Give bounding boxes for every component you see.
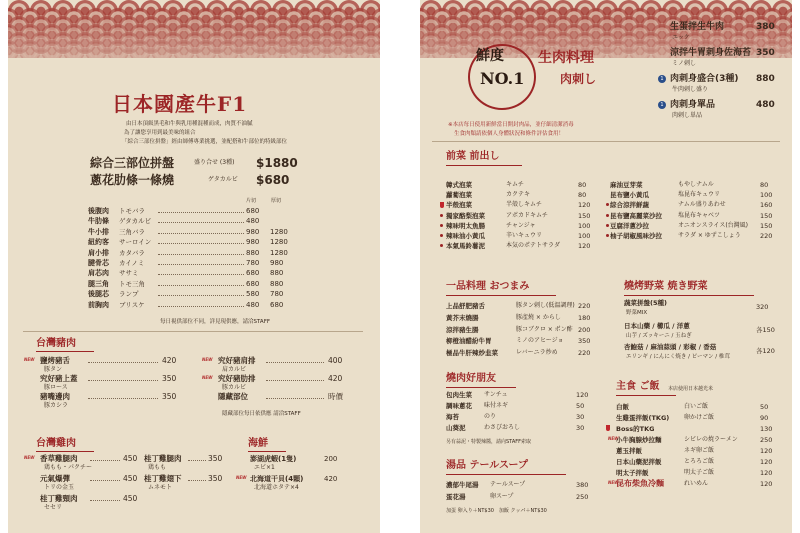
rice-item-price: 250: [760, 436, 773, 444]
beef-price-thick: 880: [270, 279, 284, 288]
rice-item-name: 昆布柴魚冷麵: [616, 479, 664, 488]
starter-name: 蘿蔔泡菜: [446, 191, 472, 200]
snack-jp: 豚タン刺し(低溫調理): [516, 302, 575, 309]
beef-cut-name: 後腹肉: [88, 207, 109, 215]
rice-item-name: 小牛胸腺炒拉麵: [616, 436, 662, 444]
rice-item-name: Boss的TKG: [616, 425, 655, 433]
starter-price: 80: [578, 191, 587, 200]
side-jp: サンチュ: [484, 391, 508, 398]
snack-jp: 豚コブクロ × ポン酢: [516, 325, 573, 333]
starter-jp: チャンジャ: [506, 221, 536, 229]
side-name: 山葵泥: [446, 424, 466, 432]
chicken-item-jp: 鶏もも・パクチー: [44, 464, 93, 471]
starter-jp: 塩昆布キュウリ: [678, 191, 721, 199]
starter-name: 辣味明太魚腸: [446, 221, 485, 230]
leader-line: [158, 264, 244, 265]
beef-cut-jp: ブリスケ: [119, 300, 145, 309]
pork-item-name: 豬嘴邊肉: [40, 392, 70, 401]
starter-jp: サラダ × ゆずこしょう: [678, 232, 741, 239]
page-title: 日本國產牛F1: [112, 92, 248, 116]
rice-item-jp: とろろご飯: [684, 458, 715, 465]
beef-cut-name: 牛小排: [88, 227, 109, 236]
featured-dish-price: $1880: [256, 156, 298, 170]
wave-pattern-decoration: [8, 0, 380, 58]
leader-line: [88, 398, 158, 399]
beef-price-sliced: 980: [246, 238, 260, 247]
snack-price: 200: [578, 325, 591, 334]
chicken-item-name: 桂丁雞翅下: [144, 474, 182, 483]
starter-jp: 半殻しキムチ: [506, 201, 542, 209]
rice-item-price: 90: [760, 414, 769, 422]
starter-jp: アボカドキムチ: [506, 211, 548, 219]
snack-price: 180: [578, 313, 591, 322]
side-jp: わさびおろし: [484, 424, 521, 431]
pork-item-name: 究好豬肋排: [218, 374, 256, 383]
badge-top-text: 鮮度: [476, 48, 504, 64]
sides-note: 另有蒜泥・特製辣醬，請向STAFF索取: [446, 439, 532, 445]
raw-item-name: 肉刺身單品: [670, 100, 716, 110]
bullet-dot: [606, 234, 609, 237]
starter-name: 綜合涼拌鮮蔬: [610, 201, 649, 210]
beef-price-sliced: 580: [246, 290, 260, 299]
pork-item-jp: 豚タン: [44, 366, 63, 373]
beef-price-thick: 1280: [270, 238, 288, 247]
beef-cut-name: 紐約客: [88, 238, 109, 247]
section-title-rice: 主食 ご飯: [616, 381, 660, 392]
rice-note: 本店使用日本越光米: [668, 386, 714, 392]
pork-item-jp: 肩カルビ: [222, 366, 247, 373]
section-heading-raw-meat-jp: 肉刺し: [560, 72, 597, 86]
starter-jp: カクテキ: [506, 191, 531, 199]
beef-cut-name: 前胸肉: [88, 300, 109, 309]
title-underline: [36, 351, 94, 352]
leader-line: [90, 460, 120, 461]
chicken-item-name: 香草雞腿肉: [40, 454, 78, 463]
rice-item-jp: シビレの焼ラーメン: [684, 436, 738, 443]
chicken-item-jp: トリの金玉: [44, 484, 75, 491]
soup-jp: テールスープ: [490, 481, 526, 488]
section-title-seafood: 海鮮: [248, 438, 268, 449]
snack-name: 涼拌豬生腸: [446, 325, 479, 334]
pork-item-price: 420: [162, 356, 177, 365]
bullet-dot: [440, 234, 443, 237]
grill-item-name: 日本山藥 / 櫛瓜 / 洋蔥: [624, 322, 690, 330]
col-header-thick: 厚切: [271, 198, 282, 204]
snack-jp: レバーニラ炒め: [516, 349, 558, 357]
beef-price-thick: 1280: [270, 227, 288, 236]
featured-dish-sub: 盛り合せ (3種): [194, 159, 235, 166]
seafood-item-price: 420: [324, 475, 338, 483]
grill-item-jp: 山芋 / ズッキーニ / 玉ねぎ: [626, 333, 692, 339]
beef-price-thick: 680: [270, 300, 284, 309]
pork-note: 隱藏部位每日依供應 請洽STAFF: [222, 411, 301, 417]
beef-cut-jp: サーロイン: [119, 238, 152, 247]
premium-icon: 1: [658, 101, 666, 109]
intro-text: 為了讓您享用到最美味的組合: [124, 130, 196, 136]
rice-item-name: 蔥玉拌飯: [616, 447, 642, 455]
beef-cut-jp: ランプ: [119, 290, 139, 299]
new-badge: NEW: [608, 436, 619, 441]
title-underline: [446, 165, 522, 166]
beef-cut-jp: カタバラ: [119, 248, 145, 257]
beef-cut-jp: カイノミ: [119, 259, 145, 267]
grill-item-price: 各150: [756, 326, 775, 334]
starter-price: 150: [760, 211, 773, 220]
chicken-item-name: 元氣爆彈: [40, 474, 70, 483]
new-badge: NEW: [236, 475, 247, 480]
beef-cut-name: 牛肋條: [88, 217, 109, 226]
starter-price: 120: [578, 242, 591, 251]
rice-item-name: 生雞蛋拌飯(TKG): [616, 414, 670, 422]
rice-item-jp: ネギ卵ご飯: [684, 447, 715, 454]
pork-item-price: 400: [328, 356, 343, 365]
bullet-dot: [606, 203, 609, 206]
section-title-soup: 湯品 テールスープ: [446, 460, 528, 471]
starter-name: 本氣馬鈴薯泥: [446, 242, 485, 251]
side-price: 30: [576, 424, 585, 432]
leader-line: [158, 243, 244, 244]
rice-item-jp: れいめん: [684, 480, 709, 487]
side-price: 50: [576, 402, 585, 410]
intro-text: 由日本頂級黑毛和牛與乳用種混種而成，肉質不油膩: [126, 121, 253, 127]
starter-name: 昆布鹽高麗菜沙拉: [610, 211, 662, 220]
raw-item-price: 350: [756, 48, 775, 58]
leader-line: [266, 362, 324, 363]
section-title-chicken: 台灣雞肉: [36, 438, 76, 449]
leader-line: [158, 274, 244, 275]
starter-name: 半殻泡菜: [446, 201, 472, 210]
starter-price: 120: [578, 201, 591, 210]
grill-item-price: 320: [756, 303, 769, 311]
raw-warning: ※本店每日使用新鮮當日開封肉品，並仔細清潔消毒: [448, 122, 574, 128]
pork-item-name: 究好豬肩排: [218, 356, 256, 365]
rice-item-name: 明太子拌飯: [616, 469, 649, 477]
beef-price-sliced: 780: [246, 259, 260, 267]
beef-price-sliced: 980: [246, 227, 260, 236]
leader-line: [90, 500, 120, 501]
beef-price-thick: 980: [270, 259, 284, 267]
pork-item-jp: 豚カルビ: [222, 384, 247, 391]
title-underline: [248, 451, 286, 452]
rice-item-price: 120: [760, 458, 773, 466]
starter-name: 辣味油小黃瓜: [446, 232, 485, 240]
leader-line: [158, 233, 244, 234]
spicy-icon: [606, 425, 610, 431]
side-jp: 味付ネギ: [484, 402, 509, 409]
pork-item-price: 350: [162, 374, 177, 383]
rice-item-price: 120: [760, 447, 773, 455]
beef-cut-name: 後腿芯: [88, 290, 109, 299]
chicken-item-jp: セセリ: [44, 504, 63, 511]
title-underline: [446, 387, 516, 388]
leader-line: [266, 380, 324, 381]
rice-item-jp: 明太子ご飯: [684, 469, 715, 476]
new-badge: NEW: [24, 455, 35, 460]
menu-page-left: [8, 0, 380, 533]
featured-dish-name: 綜合三部位拼盤: [90, 156, 175, 170]
starter-price: 150: [578, 211, 591, 220]
intro-text: 「綜合三部位拼盤」經由師傅專業挑選，並配搭和牛部位的特級部位: [122, 139, 288, 145]
leader-line: [158, 212, 244, 213]
starter-name: 柚子胡椒風味沙拉: [610, 232, 662, 240]
starter-jp: もやしナムル: [678, 181, 714, 188]
beef-price-thick: 780: [270, 290, 284, 299]
new-badge: NEW: [608, 480, 619, 485]
starter-price: 100: [578, 232, 591, 240]
snack-name: 柳橙油醋紛牛胃: [446, 337, 492, 346]
rice-item-name: 白飯: [616, 403, 629, 411]
snack-jp: ミノのアヒージョ: [516, 337, 564, 345]
raw-item-price: 480: [756, 100, 775, 110]
leader-line: [158, 222, 244, 223]
side-jp: のり: [484, 413, 497, 420]
raw-item-name: 肉刺身盛合(3種): [670, 74, 739, 84]
beef-price-thick: 880: [270, 269, 284, 278]
leader-line: [88, 362, 158, 363]
featured-dish-price: $680: [256, 173, 290, 187]
raw-item-jp: 牛肉刺し盛り: [672, 86, 709, 93]
soup-name: 蛋花湯: [446, 493, 466, 501]
beef-cut-jp: トモバラ: [119, 207, 145, 215]
beef-price-sliced: 680: [246, 207, 260, 215]
beef-cut-name: 腱骨芯: [88, 259, 109, 267]
new-badge: NEW: [202, 357, 213, 362]
snack-name: 黃芥末燒腸: [446, 313, 479, 322]
seafood-item-jp: エビ×1: [254, 464, 275, 471]
raw-item-price: 880: [756, 74, 775, 84]
seafood-item-price: 200: [324, 455, 338, 463]
section-title-starters: 前菜 前出し: [446, 151, 500, 162]
title-underline: [36, 451, 94, 452]
soup-jp: 卵スープ: [490, 493, 514, 500]
premium-icon: 1: [658, 75, 666, 83]
new-badge: NEW: [202, 375, 213, 380]
soup-price: 250: [576, 493, 589, 501]
raw-item-jp: ミノ刺し: [672, 60, 697, 67]
beef-price-sliced: 680: [246, 269, 260, 278]
pork-item-jp: 豚ロース: [44, 384, 68, 391]
starter-price: 100: [760, 191, 773, 200]
beef-note: 每日視供部位不同，詳見現供應，請洽STAFF: [160, 319, 271, 325]
snack-jp: 豚產燒 × からし: [516, 313, 561, 321]
divider: [23, 331, 363, 332]
beef-cut-name: 肩小排: [88, 248, 109, 257]
title-underline: [616, 395, 676, 396]
bullet-dot: [440, 224, 443, 227]
starter-name: 獨家酪梨泡菜: [446, 211, 485, 220]
beef-price-sliced: 880: [246, 248, 260, 257]
badge-main-text: NO.1: [480, 69, 525, 88]
leader-line: [158, 285, 244, 286]
leader-line: [158, 306, 244, 307]
snack-price: 350: [578, 337, 591, 346]
pork-item-name: 鹽烤豬舌: [40, 356, 70, 365]
starter-price: 100: [578, 221, 591, 230]
starter-jp: キムチ: [506, 181, 524, 188]
starter-price: 160: [760, 201, 773, 210]
side-name: 調味蔥花: [446, 402, 472, 410]
rice-item-price: 130: [760, 425, 773, 433]
pork-item-name: 隱藏部位: [218, 392, 248, 401]
rice-item-name: 日本山藥泥拌飯: [616, 458, 662, 466]
chicken-item-price: 350: [208, 474, 223, 483]
starter-name: 麻油豆芽菜: [610, 181, 643, 189]
beef-price-sliced: 480: [246, 217, 260, 226]
pork-item-price: 時價: [328, 392, 343, 401]
seafood-item-jp: 北海道ホタテ×4: [254, 484, 299, 491]
chicken-item-jp: 鶏もも: [148, 464, 167, 471]
pork-item-name: 究好豬上蓋: [40, 374, 78, 383]
spicy-icon: [440, 202, 444, 208]
raw-item-price: 380: [756, 22, 775, 32]
bullet-dot: [606, 224, 609, 227]
pork-item-price: 350: [162, 392, 177, 401]
leader-line: [158, 295, 244, 296]
rice-item-price: 120: [760, 469, 773, 477]
seafood-item-name: 澎湖虎蝦(1隻): [250, 455, 297, 463]
chicken-item-name: 桂丁雞頸肉: [40, 494, 78, 503]
chicken-item-name: 桂丁雞腿肉: [144, 454, 182, 463]
featured-dish-name: 蔥花肋條一條燒: [90, 173, 175, 187]
side-name: 海苔: [446, 413, 459, 421]
starter-name: 豆腐洋蔥沙拉: [610, 221, 649, 230]
chicken-item-jp: ムネモト: [148, 484, 173, 491]
beef-cut-jp: ササミ: [119, 269, 139, 278]
beef-price-sliced: 680: [246, 279, 260, 288]
starter-price: 80: [578, 181, 587, 189]
starter-price: 220: [760, 232, 773, 240]
starter-price: 80: [760, 181, 769, 189]
beef-cut-name: 腿三角: [88, 279, 109, 288]
menu-page-right: [420, 0, 792, 533]
soup-name: 濃郁牛尾湯: [446, 481, 479, 489]
col-header-sliced: 片切: [246, 198, 257, 204]
soup-note: 加蛋 卵入り＋NT$30 加飯 クッパ＋NT$30: [446, 508, 547, 514]
chicken-item-price: 450: [123, 474, 138, 483]
starter-jp: 辛いキュウリ: [506, 232, 543, 239]
new-badge: NEW: [24, 357, 35, 362]
grill-item-jp: エリンギ / にんにく焼き / ピーマン / 椎茸: [626, 354, 730, 360]
leader-line: [188, 460, 206, 461]
pork-item-jp: 豚カシラ: [44, 402, 69, 409]
beef-cut-name: 肩芯肉: [88, 269, 109, 278]
grill-item-name: 蔬菜拼盤(5種): [624, 299, 667, 307]
starter-jp: オニオンスライス(台灣風): [678, 221, 749, 229]
snack-price: 220: [578, 302, 591, 310]
beef-cut-jp: トモ三角: [119, 279, 145, 288]
starter-jp: ナムル盛りあわせ: [678, 201, 726, 209]
snack-price: 220: [578, 349, 591, 358]
title-underline: [624, 295, 754, 296]
raw-item-name: 生蛋拌生牛肉: [670, 22, 725, 32]
bullet-dot: [440, 244, 443, 247]
beef-cut-jp: ゲタカルビ: [119, 217, 152, 226]
pork-item-price: 420: [328, 374, 343, 383]
starter-name: 韓式泡菜: [446, 181, 472, 189]
snack-name: 極品牛肝辣炒韭菜: [446, 349, 498, 358]
chicken-item-price: 350: [208, 454, 223, 463]
featured-dish-sub: ゲタカルビ: [208, 176, 238, 183]
section-heading-raw-meat: 生肉料理: [538, 50, 594, 66]
starter-name: 昆布鹽小黃瓜: [610, 191, 649, 200]
side-price: 120: [576, 391, 589, 399]
title-underline: [446, 474, 566, 475]
beef-price-sliced: 480: [246, 300, 260, 309]
rice-item-jp: 卵かけご飯: [684, 414, 715, 421]
starter-price: 150: [760, 221, 773, 230]
bullet-dot: [606, 214, 609, 217]
snack-name: 上品舒肥豬舌: [446, 302, 485, 310]
raw-item-name: 涼拌牛胃刺身佐海苔: [670, 48, 752, 58]
raw-item-jp: ユッケ: [672, 34, 690, 41]
starter-jp: 塩昆布キャベツ: [678, 211, 721, 219]
section-title-sides: 燒肉好朋友: [446, 373, 496, 384]
leader-line: [88, 380, 158, 381]
rice-item-price: 50: [760, 403, 769, 411]
title-underline: [446, 295, 556, 296]
raw-warning: 生食肉類請依個人身體狀況和條件評估食用！: [454, 131, 565, 137]
grill-item-price: 各120: [756, 347, 775, 355]
grill-item-jp: 野菜MIX: [626, 310, 648, 316]
section-title-snacks: 一品料理 おつまみ: [446, 281, 530, 292]
chicken-item-price: 450: [123, 454, 138, 463]
divider: [432, 141, 780, 142]
rice-item-jp: 白いご飯: [684, 403, 709, 410]
section-title-grill: 燒烤野菜 焼き野菜: [624, 281, 708, 292]
leader-line: [266, 398, 324, 399]
side-price: 30: [576, 413, 585, 421]
raw-item-jp: 肉刺し単品: [672, 112, 703, 119]
beef-price-thick: 1280: [270, 248, 288, 257]
bullet-dot: [440, 214, 443, 217]
chicken-item-price: 450: [123, 494, 138, 503]
beef-cut-jp: 三角バラ: [119, 227, 145, 236]
leader-line: [158, 254, 244, 255]
soup-price: 380: [576, 481, 589, 489]
starter-jp: 本気のポテトサラダ: [506, 242, 560, 250]
leader-line: [188, 480, 206, 481]
seafood-item-name: 北海道干貝(4顆): [250, 475, 304, 483]
rice-item-price: 120: [760, 480, 773, 488]
grill-item-name: 杏鮑菇 / 麻油蒜頭 / 彩椒 / 香菇: [624, 343, 717, 351]
leader-line: [90, 480, 120, 481]
side-name: 包肉生菜: [446, 391, 472, 399]
section-title-pork: 台灣豬肉: [36, 338, 76, 349]
